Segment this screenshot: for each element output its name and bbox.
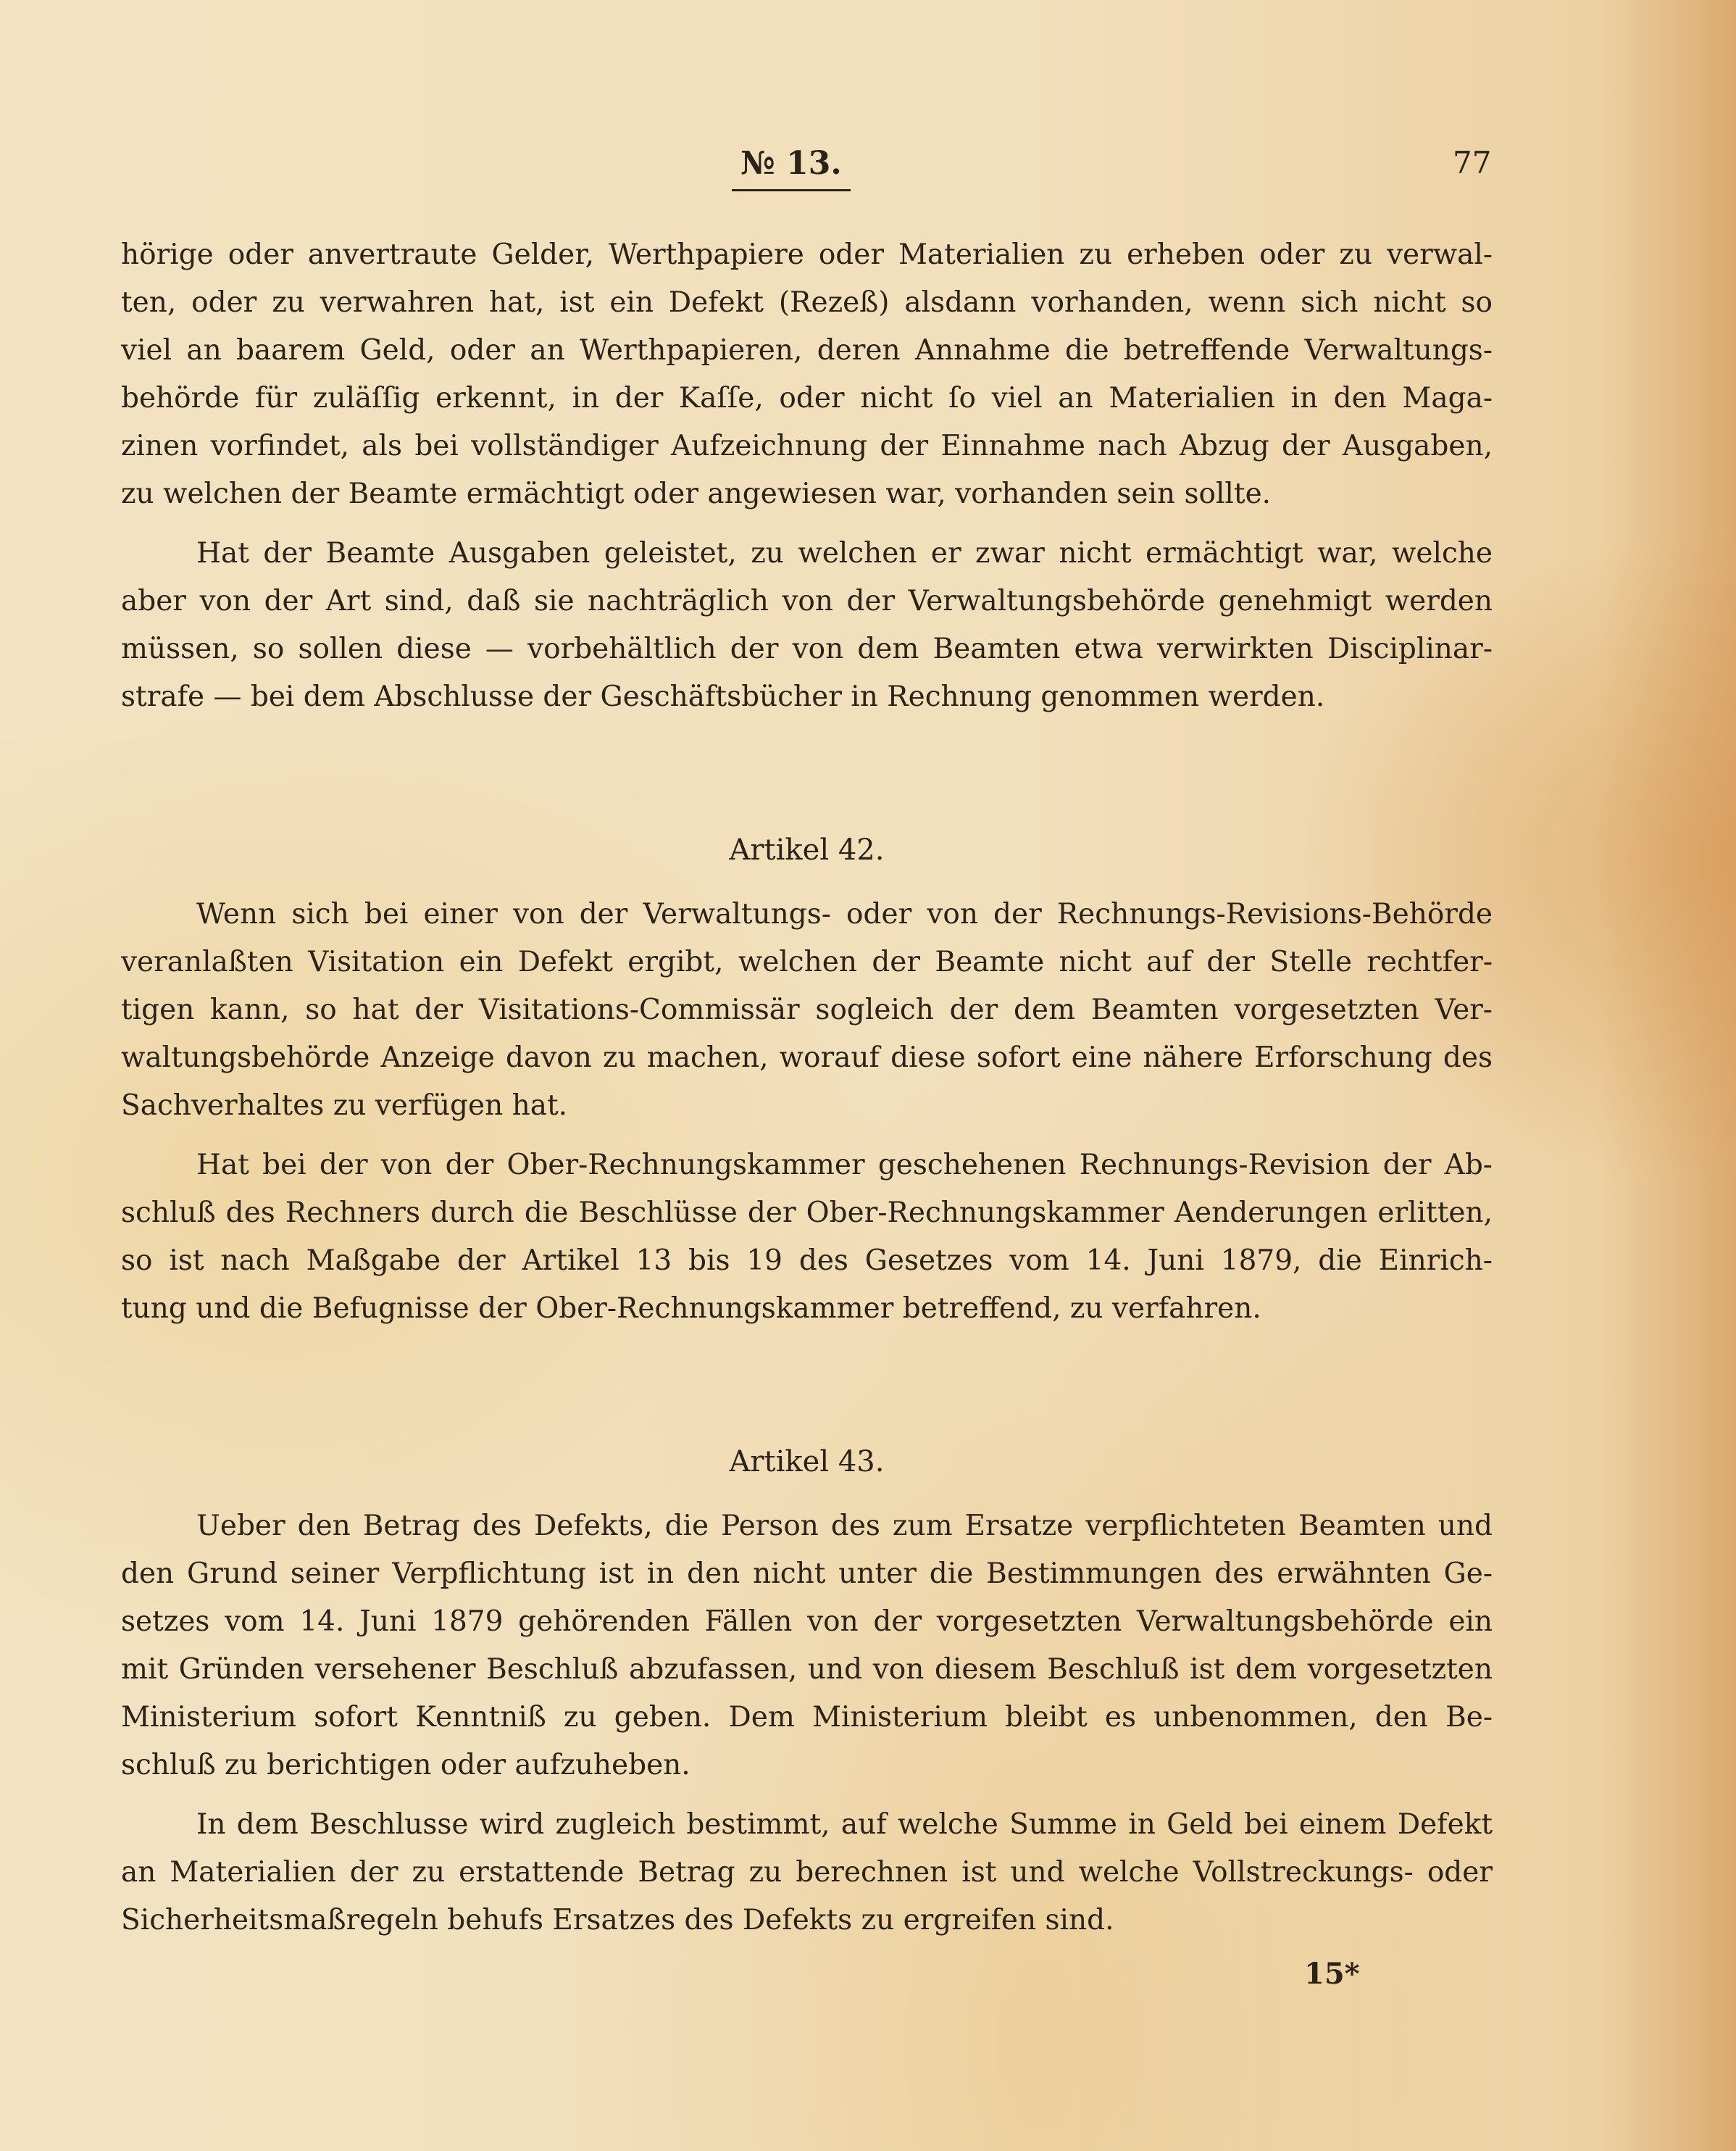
text-line: zu welchen der Beamte ermächtigt oder angewiesen war, vorhanden sein sollte. (121, 478, 1272, 510)
paragraph (121, 1141, 1493, 1333)
paragraph (121, 530, 1493, 721)
page-number: 77 (1453, 145, 1492, 180)
text-line: hörige oder anvertraute Gelder, Werthpapiere oder Materialien zu erheben oder zu verwal- (121, 238, 1493, 271)
section (121, 231, 1493, 721)
text-line: aber von der Art sind, daß sie nachträglich von der Verwaltungsbehörde genehmigt werden (121, 585, 1493, 617)
text-line: In dem Beschlusse wird zugleich bestimmt, auf welche Summe in Geld bei einem Defekt (196, 1808, 1493, 1841)
section (121, 1438, 1493, 1944)
text-line: müssen, so sollen diese — vorbehältlich der von dem Beamten etwa verwirkten Disciplinar- (121, 633, 1493, 665)
document-body (121, 231, 1493, 1944)
text-line: ten, oder zu verwahren hat, ist ein Defekt (Rezeß) alsdann vorhanden, wenn sich nicht so (121, 286, 1493, 319)
text-line: strafe — bei dem Abschlusse der Geschäftsbücher in Rechnung genommen werden. (121, 681, 1325, 713)
paragraph (121, 1801, 1493, 1944)
article-heading: Artikel 42. (729, 833, 885, 867)
section (121, 826, 1493, 1333)
text-line: schluß zu berichtigen oder aufzuheben. (121, 1749, 690, 1781)
text-line: waltungsbehörde Anzeige davon zu machen, worauf diese sofort eine nähere Erforschung des (121, 1041, 1493, 1074)
text-line: tung und die Befugnisse der Ober-Rechnungskammer betreffend, zu verfahren. (121, 1292, 1261, 1325)
text-line: mit Gründen versehener Beschluß abzufassen, und von diesem Beschluß ist dem vorgesetzten (121, 1653, 1493, 1686)
text-line: Wenn sich bei einer von der Verwaltungs- oder von der Rechnungs-Revisions-Behörde (196, 898, 1493, 931)
paragraph (121, 1502, 1493, 1789)
paragraph (121, 891, 1493, 1130)
paragraph (121, 231, 1493, 518)
text-line: an Materialien der zu erstattende Betrag zu berechnen ist und welche Vollstreckungs- oder (121, 1856, 1493, 1889)
text-line: Ministerium sofort Kenntniß zu geben. Dem Ministerium bleibt es unbenommen, den Be- (121, 1701, 1493, 1734)
text-line: Ueber den Betrag des Defekts, die Person des zum Ersatze verpflichteten Beamten und (196, 1510, 1493, 1542)
text-line: schluß des Rechners durch die Beschlüsse der Ober-Rechnungskammer Aenderungen erlitten, (121, 1197, 1493, 1229)
article-heading: Artikel 43. (729, 1445, 885, 1478)
issue-number: № 13. (732, 145, 851, 191)
text-line: Hat der Beamte Ausgaben geleistet, zu welchen er zwar nicht ermächtigt war, welche (196, 537, 1493, 570)
text-line: behörde für zuläſſig erkennt, in der Kaſſe, oder nicht ſo viel an Materialien in den Maga- (121, 382, 1493, 415)
text-line: veranlaßten Visitation ein Defekt ergibt, welchen der Beamte nicht auf der Stelle rechtfer- (121, 946, 1493, 978)
text-line: so ist nach Maßgabe der Artikel 13 bis 19 des Gesetzes vom 14. Juni 1879, die Einrich- (121, 1244, 1493, 1277)
signature-mark: 15* (1304, 1957, 1360, 1991)
text-line: tigen kann, so hat der Visitations-Commissär sogleich der dem Beamten vorgesetzten Ver- (121, 994, 1493, 1026)
page-header (0, 145, 1736, 188)
text-line: den Grund seiner Verpflichtung ist in den nicht unter die Bestimmungen des erwähnten Ge- (121, 1557, 1493, 1590)
text-line: setzes vom 14. Juni 1879 gehörenden Fällen von der vorgesetzten Verwaltungsbehörde ein (121, 1605, 1493, 1638)
text-line: Sicherheitsmaßregeln behufs Ersatzes des Defekts zu ergreifen sind. (121, 1904, 1114, 1936)
text-line: Hat bei der von der Ober-Rechnungskammer geschehenen Rechnungs-Revision der Ab- (196, 1149, 1493, 1181)
text-line: zinen vorfindet, als bei vollständiger Aufzeichnung der Einnahme nach Abzug der Ausgaben, (121, 430, 1493, 462)
text-line: Sachverhaltes zu verfügen hat. (121, 1089, 568, 1122)
text-line: viel an baarem Geld, oder an Werthpapieren, deren Annahme die betreffende Verwaltungs- (121, 334, 1493, 367)
